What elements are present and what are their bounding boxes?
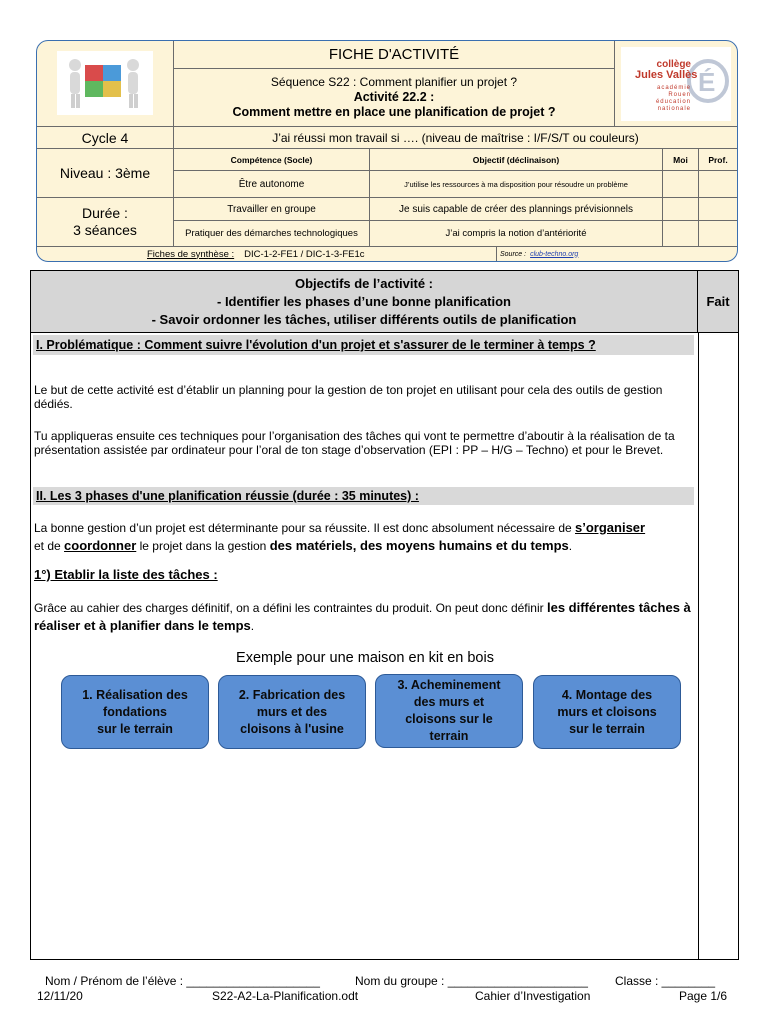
cycle-cell: Cycle 4	[37, 127, 174, 149]
duree-label: Durée :	[82, 205, 128, 221]
objective-1: - Identifier les phases d’une bonne planification	[217, 294, 511, 309]
source-cell	[497, 247, 737, 261]
logo-nationale-text: nationale	[657, 105, 691, 112]
objectives-header	[31, 271, 698, 333]
task-box-1: 1. Réalisation des fondations sur le terrain	[61, 675, 209, 749]
fiches-label: Fiches de synthèse :	[147, 248, 235, 260]
source-label: Source :	[500, 250, 527, 258]
fait-column-header: Fait	[698, 271, 738, 333]
task-box-3: 3. Acheminement des murs et cloisons sur le terrain	[375, 674, 523, 748]
para1-organiser: s’organiser	[575, 520, 646, 535]
logo-education-text: éducation	[655, 98, 691, 105]
para1-part-e: le projet dans la gestion	[136, 539, 270, 553]
fiches-synthese	[37, 247, 497, 261]
source-link[interactable]: club-techno.org	[530, 250, 579, 258]
logo-school-name: Jules Vallès	[635, 68, 698, 81]
task-box-2: 2. Fabrication des murs et des cloisons à l'usine	[218, 675, 366, 749]
niveau-cell: Niveau : 3ème	[37, 149, 174, 198]
col-prof: Prof.	[699, 149, 737, 171]
duree-value: 3 séances	[73, 222, 137, 238]
objective-2: - Savoir ordonner les tâches, utiliser différents outils de planification	[151, 312, 577, 327]
moi-row-1[interactable]	[663, 171, 699, 198]
section-1-paragraph-1: Le but de cette activité est d’établir un planning pour la gestion de ton projet en utilisant pour cela des outils de gestion dédiés.	[34, 383, 663, 411]
moi-row-2[interactable]	[663, 198, 699, 221]
example-title: Exemple pour une maison en kit en bois	[236, 650, 494, 666]
sheet-title-text: FICHE D'ACTIVITÉ	[328, 46, 460, 63]
para1-part-c: et de	[34, 539, 65, 553]
objectif-row-2: Je suis capable de créer des plannings prévisionnels	[370, 198, 663, 221]
puzzle-logo-cell	[37, 41, 174, 127]
sequence-block	[174, 69, 615, 127]
col-objectif: Objectif (déclinaison)	[370, 149, 663, 171]
col-moi: Moi	[663, 149, 699, 171]
competence-row-2: Travailler en groupe	[174, 198, 370, 221]
logo-rouen-text: Rouen	[668, 91, 691, 98]
para2-period: .	[250, 619, 255, 633]
para1-resources: des matériels, des moyens humains et du temps	[269, 538, 569, 553]
activity-header-card	[36, 40, 738, 262]
objectif-row-1: J’utilise les ressources à ma disposition pour résoudre un problème	[370, 171, 663, 198]
school-logo	[621, 47, 731, 121]
para2-taches: les différentes tâches à réaliser et à planifier dans le temps	[34, 600, 691, 633]
section-2-paragraph-2	[34, 599, 696, 635]
para1-period: .	[568, 539, 573, 553]
mastery-text: J’ai réussi mon travail si …. (niveau de maîtrise : I/F/S/T ou couleurs)	[174, 127, 737, 149]
footer-filename: S22-A2-La-Planification.odt	[212, 989, 359, 1003]
activity-number: Activité 22.2 :	[353, 90, 435, 104]
prof-row-2[interactable]	[699, 198, 737, 221]
para1-coordonner: coordonner	[64, 538, 137, 553]
task-box-4: 4. Montage des murs et cloisons sur le terrain	[533, 675, 681, 749]
footer-student-name: Nom / Prénom de l’élève : ____________________	[45, 974, 320, 988]
section-1-paragraph-2: Tu appliqueras ensuite ces techniques pour l’organisation des tâches qui vont te permettre d’aboutir à la réalisation de ta présentation assistée par ordinateur pour l’oral de ton stage d’observation (EPI : PP – H/G – Techno) et pour le Brevet.	[34, 429, 675, 457]
sheet-title	[174, 41, 615, 69]
activity-table	[30, 270, 739, 960]
col-competence: Compétence (Socle)	[174, 149, 370, 171]
footer-cahier: Cahier d’Investigation	[475, 989, 591, 1003]
prof-row-3[interactable]	[699, 221, 737, 247]
fait-column-divider	[698, 333, 699, 959]
footer-date: 12/11/20	[37, 989, 83, 1003]
subsection-1-heading: 1°) Etablir la liste des tâches :	[34, 567, 218, 582]
section-2-heading: II. Les 3 phases d'une planification réussie (durée : 35 minutes) :	[33, 487, 694, 505]
school-logo-cell	[615, 41, 737, 127]
svg-text:É: É	[698, 66, 716, 97]
objectif-row-3: J’ai compris la notion d’antériorité	[370, 221, 663, 247]
duree-cell	[37, 198, 174, 247]
competence-row-1: Être autonome	[174, 171, 370, 198]
fiches-value: DIC-1-2-FE1 / DIC-1-3-FE1c	[244, 248, 365, 260]
moi-row-3[interactable]	[663, 221, 699, 247]
activity-title: Comment mettre en place une planification de projet ?	[232, 105, 556, 119]
section-2-paragraph-1	[34, 519, 696, 555]
puzzle-people-icon	[57, 51, 153, 115]
logo-academie-text: académie	[656, 84, 691, 91]
section-1-heading: I. Problématique : Comment suivre l'évolution d'un projet et s'assurer de le terminer à temps ?	[33, 335, 694, 355]
logo-college-text: collège	[656, 58, 691, 70]
competence-row-3: Pratiquer des démarches technologiques	[174, 221, 370, 247]
para2-part-a: Grâce au cahier des charges définitif, on a défini les contraintes du produit. On peut donc définir	[34, 601, 547, 615]
footer-group-name: Nom du groupe : _____________________	[355, 974, 588, 988]
footer-class: Classe : ________	[615, 974, 716, 988]
prof-row-1[interactable]	[699, 171, 737, 198]
objectives-title: Objectifs de l’activité :	[295, 276, 433, 291]
sequence-text: Séquence S22 : Comment planifier un projet ?	[270, 75, 518, 89]
footer-page-number: Page 1/6	[679, 989, 728, 1003]
para1-part-a: La bonne gestion d’un projet est déterminante pour sa réussite. Il est donc absolument nécessaire de	[34, 521, 576, 535]
